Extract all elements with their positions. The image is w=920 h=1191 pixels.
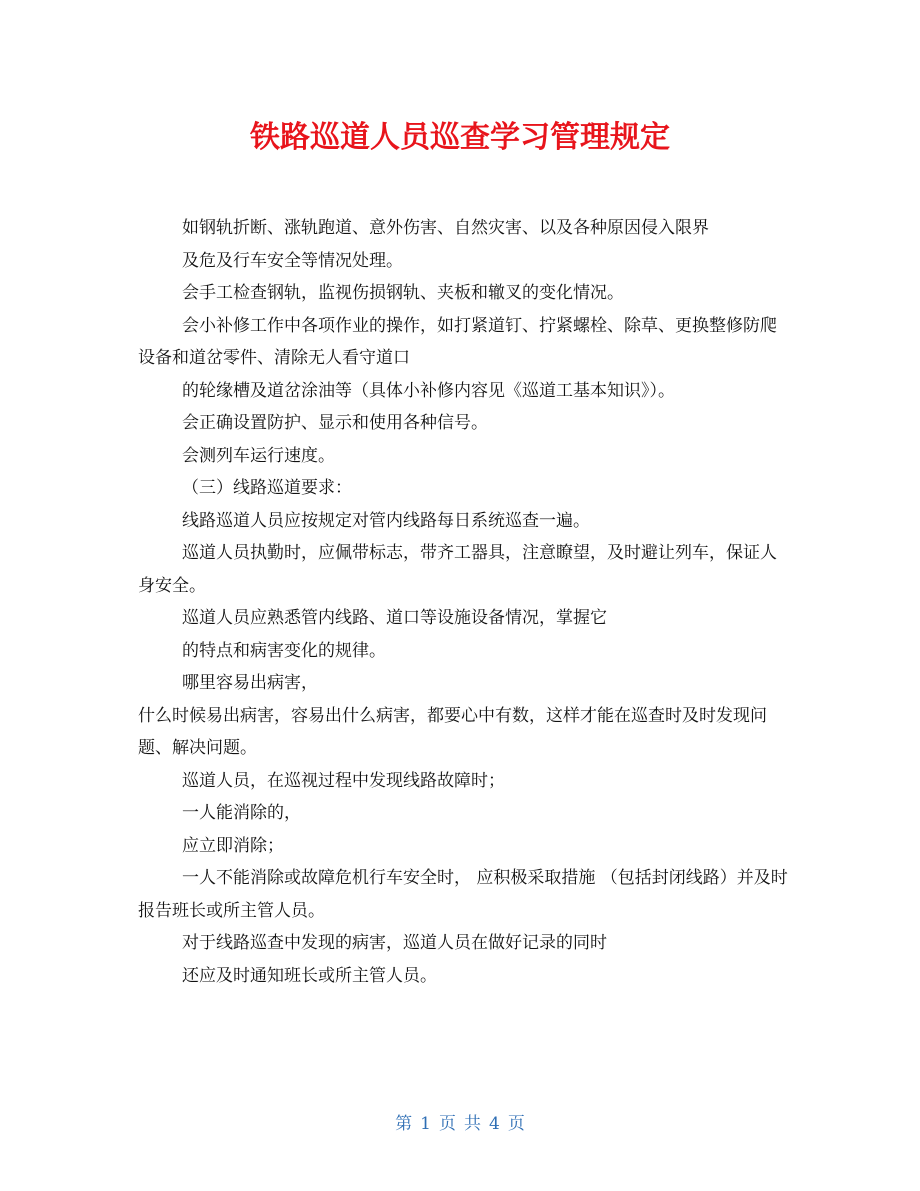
paragraph: 会小补修工作中各项作业的操作，如打紧道钉、拧紧螺栓、除草、更换整修防爬设备和道岔零件、清除无人看守道口 [138, 315, 777, 368]
paragraph: 哪里容易出病害， [182, 673, 318, 693]
paragraph: 巡道人员应熟悉管内线路、道口等设施设备情况，掌握它 [182, 608, 607, 628]
paragraph: 会正确设置防护、显示和使用各种信号。 [182, 413, 488, 433]
footer-page-word: 页 [439, 1114, 456, 1134]
paragraph: 如钢轨折断、涨轨跑道、意外伤害、自然灾害、以及各种原因侵入限界 [182, 218, 709, 238]
document-body [138, 212, 788, 992]
paragraph: 及危及行车安全等情况处理。 [182, 250, 403, 271]
paragraph: 应立即消除； [182, 835, 284, 856]
paragraph: 一人不能消除或故障危机行车安全时， 应积极采取措施 （包括封闭线路）并及时报告班长或所主管人员。 [138, 868, 788, 921]
paragraph: 线路巡道人员应按规定对管内线路每日系统巡查一遍。 [182, 510, 590, 531]
footer-suffix: 页 [507, 1114, 525, 1134]
paragraph: 会测列车运行速度。 [182, 445, 335, 466]
paragraph: 的轮缘槽及道岔涂油等（具体小补修内容见《巡道工基本知识》）。 [182, 380, 675, 401]
paragraph: 的特点和病害变化的规律。 [182, 640, 386, 661]
footer-prefix: 第 [395, 1114, 413, 1134]
footer-total-pages: 4 [489, 1114, 500, 1134]
paragraph: 什么时候易出病害，容易出什么病害，都要心中有数，这样才能在巡查时及时发现问题、解决问题。 [138, 705, 767, 758]
footer-page-number: 1 [420, 1114, 431, 1134]
paragraph: 巡道人员，在巡视过程中发现线路故障时； [182, 770, 505, 791]
page-footer [0, 1112, 920, 1136]
paragraph: 还应及时通知班长或所主管人员。 [182, 965, 437, 986]
section-heading: （三）线路巡道要求： [182, 478, 352, 498]
footer-total-word: 共 [464, 1114, 481, 1134]
paragraph: 会手工检查钢轨，监视伤损钢轨、夹板和辙叉的变化情况。 [182, 283, 624, 303]
document-title: 铁路巡道人员巡查学习管理规定 [250, 120, 670, 155]
paragraph: 巡道人员执勤时，应佩带标志，带齐工器具，注意瞭望，及时避让列车，保证人身安全。 [138, 543, 777, 596]
paragraph: 一人能消除的， [182, 803, 301, 823]
paragraph: 对于线路巡查中发现的病害，巡道人员在做好记录的同时 [182, 933, 607, 953]
